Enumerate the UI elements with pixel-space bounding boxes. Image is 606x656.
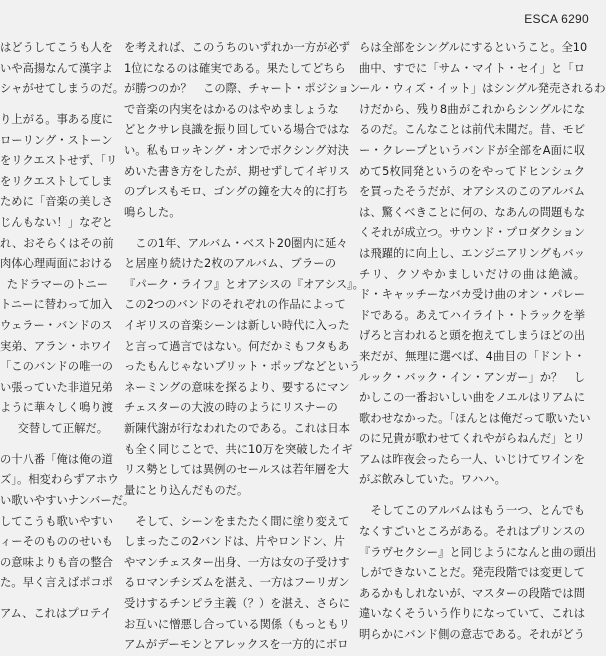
text-line: ー・クレープというバンドが全部をA面に収	[359, 143, 585, 157]
text-line: も全く同じことで、共に10万を突破したイギ	[124, 442, 353, 456]
text-line: トニーに替わって加入	[0, 298, 113, 312]
text-line: ウェラー・バンドのス	[0, 319, 113, 333]
text-line: れ、おそらくはその前	[0, 236, 114, 250]
text-column-left	[0, 38, 135, 621]
text-line: ように華々しく鳴り渡	[0, 401, 113, 415]
text-line: ネーミングの意味を探るより、要するにマン	[124, 380, 350, 394]
text-line: シャがせてしまうのだ。	[0, 82, 125, 96]
text-line: の十八番「俺は俺の道	[0, 452, 113, 466]
paragraph-gap	[0, 440, 108, 450]
text-line: めいた書き方をしたが、期せずしてイギリス	[124, 164, 350, 178]
text-line: ィーそのもののせいも	[0, 535, 113, 549]
text-line: チリ、クソやかましいだけの曲は絶滅。	[359, 267, 585, 281]
text-line: ために「音楽の美しさ	[0, 195, 113, 209]
text-line: どとクサレ良識を振り回している場合ではな	[124, 123, 350, 137]
text-line: 1位になるのは確実である。果たしてどちら	[124, 61, 346, 75]
text-line: たドラマーのトニー	[6, 277, 108, 291]
text-line: 明らかにバンド側の意志である。それがどう	[359, 627, 585, 641]
text-line: 来だが、無理に選べば、4曲目の「ドント・	[359, 349, 585, 363]
text-line: 「このバンドの唯一の	[0, 360, 113, 374]
text-column-right	[359, 38, 606, 641]
text-line: ローリング・ストーン	[0, 133, 113, 147]
text-line: リス勢としては異例のセールスは若年層を大	[124, 463, 349, 477]
text-line: アムがデーモンとアレックスを一方的にボロ	[124, 638, 349, 652]
catalog-number: ESCA 6290	[524, 12, 589, 26]
text-line: ったもんじゃないブリット・ポップなどという	[124, 360, 361, 374]
text-line: アムは昨夜会ったら一人、いじけてワインを	[359, 452, 585, 466]
text-line: 鳴らした。	[124, 205, 181, 219]
text-line: しができないことだ。発売段階では変更して	[359, 566, 585, 580]
text-line: 曲中、すでに「サム・マイト・セイ」と「ロ	[359, 61, 585, 75]
text-line: かしこの一番おいしい曲をノエルはリアムに	[359, 391, 585, 405]
paragraph-gap	[0, 594, 108, 604]
text-line: い。私もロッキング・オンでボクシング対決	[124, 143, 349, 157]
text-line: のに兄貴が歌わせてくれやがらねんだ」とリ	[359, 432, 585, 446]
text-line: るロマンチシズムを湛え、一方はフーリガン	[124, 576, 350, 590]
text-line: がぶ飲みしていた。ワハハ。	[359, 473, 506, 487]
text-line: この1年、アルバム・ベスト20圏内に延々	[124, 236, 348, 250]
text-line: を買ったそうだが、オアシスのこのアルバム	[359, 185, 585, 199]
text-line: 量にとり込んだものだ。	[124, 483, 249, 497]
text-line: じんもない！」なぞと	[0, 216, 113, 230]
text-line: はどうしてこうも人を	[0, 41, 113, 54]
text-line: 『ラヴセクシー』と同じようになんと曲の頭出	[359, 545, 597, 559]
text-line: ズ」。相変わらずアホウ	[0, 473, 119, 487]
text-line: くそれが成立つ。サウンド・プロダクション	[359, 226, 585, 240]
text-line: は、驚くべきことに何の、なあんの問題もな	[359, 205, 585, 219]
text-line: 実弟、アラン・ホワイ	[0, 339, 113, 353]
text-line: 受けするチンピラ主義（？）を湛え、さらに	[124, 597, 351, 611]
text-line: ール・ウィズ・イット」はシングル発売されるわ	[359, 82, 606, 96]
text-line: 肉体心理両面における	[0, 257, 113, 271]
paragraph-gap	[124, 501, 336, 511]
text-line: い歌いやすいナンバーだ。	[0, 494, 135, 508]
text-line: をリクエストせず、「リ	[0, 154, 118, 168]
text-line: ルック・バック・イン・アンガー」か？ し	[359, 370, 585, 384]
text-line: い張っていた非道兄弟	[0, 380, 113, 394]
text-line: チェスターの大波の時のようにリスナーの	[124, 401, 338, 415]
text-line: と居座り続けた2枚のアルバム、ブラーの	[124, 257, 336, 271]
paragraph-gap	[359, 491, 585, 501]
text-line: ド・キャッチーなバカ受け曲のオン・パレー	[359, 288, 585, 302]
text-line: いや高揚なんて漢字よ	[0, 61, 113, 75]
text-line: のプレスもモロ、ゴングの鐘を大々的に打ち	[124, 185, 349, 199]
text-line: げろと言われると頭を抱えてしまうほどの出	[359, 329, 585, 343]
text-line: らは全部をシングルにするということ。全10	[359, 41, 588, 54]
text-line: けだから、残り8曲がこれからシングルにな	[359, 102, 585, 116]
text-line: めて5枚同発というのをやってドヒンシュク	[359, 164, 585, 178]
text-line: この2つのバンドのそれぞれの作品によって	[124, 298, 346, 312]
text-line: 新陳代謝が行なわれたのである。これは日本	[124, 421, 350, 435]
text-line: アム、これはプロテイ	[0, 607, 112, 621]
text-column-middle	[124, 38, 364, 652]
text-line: 歌わせなかった。「ほんとは俺だって歌いたい	[359, 411, 591, 425]
text-line: の意味よりも音の整合	[0, 555, 113, 569]
text-line: 交替して正解だ。	[17, 421, 108, 435]
text-line: た。早く言えばポコポ	[0, 576, 113, 590]
text-line: るのだ。こんなことは前代未聞だ。昔、モビ	[359, 123, 585, 137]
text-line: しまったこの2バンドは、片やロンドン、片	[124, 535, 345, 549]
text-line: やマンチェスター出身、一方は女の子受けす	[124, 555, 350, 569]
text-line: そして、シーンをまたたく間に塗り変えて	[124, 514, 350, 528]
text-line: 違いなくそういう作りになっていて、これは	[359, 607, 585, 621]
text-line: お互いに憎悪し合っている関係（もっともリ	[124, 617, 350, 631]
text-line: あるかもしれないが、マスターの段階では間	[359, 586, 585, 600]
text-line: で音楽の内実をはかるのはやめましょうな	[124, 102, 339, 116]
text-line: をリクエストしてしま	[0, 174, 113, 188]
paragraph-gap	[124, 223, 336, 233]
text-line: が勝つのか？ この際、チャート・ポジション	[124, 82, 361, 96]
paragraph-gap	[0, 100, 108, 110]
text-line: を考えれば、このうちのいずれか一方が必ず	[124, 41, 350, 54]
text-line: そしてこのアルバムはもう一つ、とんでも	[359, 504, 585, 518]
text-line: してこうも歌いやすい	[0, 514, 113, 528]
text-line: 『パーク・ライフ』とオアシスの『オアシス』。	[124, 277, 364, 291]
text-line: なくすごいところがある。それはプリンスの	[359, 524, 585, 538]
text-line: イギリスの音楽シーンは新しい時代に入った	[124, 319, 350, 333]
text-line: と言って過言ではない。何だかミもフタもあ	[124, 339, 350, 353]
text-line: ドである。あえてハイライト・トラックを挙	[359, 308, 585, 322]
text-line: は飛躍的に向上し、エンジニアリングもバッ	[359, 246, 585, 260]
text-line: り上がる。事ある度に	[0, 113, 113, 127]
